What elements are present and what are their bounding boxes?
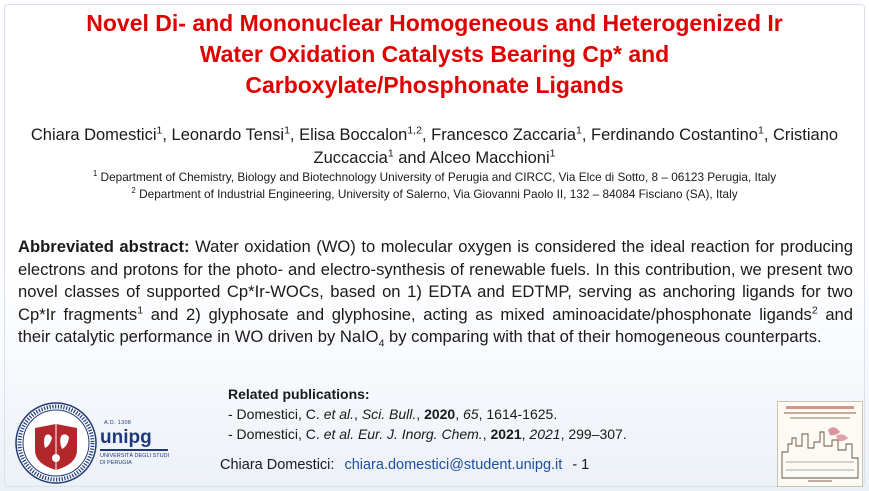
author-name: Elisa Boccalon — [299, 126, 408, 144]
author-name: Leonardo Tensi — [171, 126, 285, 144]
unipg-logo — [100, 420, 175, 480]
slide-title — [20, 8, 849, 101]
author-name: Chiara Domestici — [30, 126, 157, 144]
reference-sup: 1 — [137, 303, 144, 316]
abstract-heading: Abbreviated abstract: — [18, 237, 190, 256]
unipg-divider — [100, 449, 168, 451]
abstract — [18, 236, 853, 349]
footer-email-link[interactable]: chiara.domestici@student.unipg.it — [344, 457, 563, 473]
slide-footer — [220, 457, 589, 473]
author-affil-sup: 1 — [284, 124, 290, 137]
abstract-text: by comparing with that of their homogeneous counterparts. — [384, 327, 822, 346]
author-name: Alceo Macchioni — [429, 149, 550, 167]
publication-journal: Sci. Bull. — [361, 406, 417, 422]
author-name: Cristiano Zuccaccia — [313, 126, 839, 167]
author-affil-sup: 1 — [156, 124, 163, 137]
reference-sup: 2 — [811, 303, 818, 316]
affiliation-sup: 2 — [131, 186, 136, 196]
publication-sep: , — [354, 406, 362, 422]
author-affil-sup: 1 — [387, 147, 394, 160]
conference-logo — [777, 401, 863, 487]
footer-name: Chiara Domestici: — [220, 457, 335, 473]
publication-authors: - Domestici, C. — [228, 426, 324, 442]
publication-authors: - Domestici, C. — [228, 406, 324, 422]
publications-heading: Related publications: — [228, 386, 370, 402]
author-affil-sup: 1 — [549, 147, 556, 160]
publication-year: 2020 — [424, 406, 456, 422]
author-and: and — [398, 149, 426, 167]
unipg-subtitle-1: UNIVERSITÀ DEGLI STUDI — [100, 453, 170, 459]
author-affil-sup: 1,2 — [407, 124, 422, 137]
author-list: Chiara Domestici$^1$, Leonardo Tensi$^1$, Elisa Boccalon$^{1,2}$, Francesco Zaccaria$^1$, Ferdinando Costantino$^1$, Cristiano Zuccaccia$^1$ and Alceo Macchioni$^1$ — [30, 124, 839, 167]
publication-item — [228, 404, 728, 424]
unipg-wordmark: unipg — [100, 427, 152, 448]
publication-year: 2021 — [490, 426, 522, 442]
page-number: - 1 — [572, 457, 590, 473]
affiliation-sup: 1 — [92, 169, 98, 179]
unipg-founding-year: A.D. 1308 — [104, 420, 132, 426]
publication-journal: Eur. J. Inorg. Chem. — [357, 426, 483, 442]
publication-sep: , — [482, 426, 491, 442]
abstract-text: and their catalytic performance in WO driven by NaIO — [18, 304, 854, 346]
author-name: Ferdinando Costantino — [591, 126, 758, 144]
author-name: Francesco Zaccaria — [431, 126, 576, 144]
title-line-1: Novel Di- and Mononuclear Homogeneous and Heterogenized Ir — [86, 10, 783, 36]
publication-pages: , 299–307. — [560, 426, 627, 442]
publication-sep: , — [455, 406, 464, 422]
publication-volume: 2021 — [529, 426, 561, 442]
unipg-subtitle-2: DI PERUGIA — [100, 460, 132, 466]
affiliation-2 — [20, 187, 849, 202]
author-affil-sup: 1 — [576, 124, 582, 137]
publication-etal: et al. — [323, 426, 355, 442]
title-line-3: Carboxylate/Phosphonate Ligands — [245, 72, 624, 98]
university-seal-logo — [15, 402, 97, 484]
formula-subscript: 4 — [378, 337, 385, 350]
abstract-text: Water oxidation (WO) to molecular oxygen is considered the ideal reaction for producing electrons and protons for the photo- and electro-synthesis of renewable fuels. In this contribution, we present two novel classes of supported Cp*Ir-WOCs, based on 1) EDTA and EDTMP, serving as anchoring ligands for two Cp*Ir fragments — [18, 237, 853, 324]
related-publications — [228, 384, 728, 444]
publication-item — [228, 424, 728, 444]
affiliation-text: Department of Industrial Engineering, University of Salerno, Via Giovanni Paolo II, 132 – 84084 Fisciano (SA), Italy — [139, 187, 738, 201]
publication-volume: 65 — [463, 406, 479, 422]
publication-etal: et al. — [323, 406, 355, 422]
abstract-text: and 2) glyphosate and glyphosine, acting as mixed aminoacidate/phosphonate ligands — [143, 304, 812, 324]
author-affil-sup: 1 — [757, 124, 764, 137]
title-line-2: Water Oxidation Catalysts Bearing Cp* and — [199, 41, 670, 67]
publication-sep: , — [416, 406, 425, 422]
affiliation-text: Department of Chemistry, Biology and Biotechnology University of Perugia and CIRCC, Via Elce di Sotto, 8 – 06123 Perugia, Italy — [100, 170, 777, 184]
publication-sep: , — [521, 426, 530, 442]
publication-pages: , 1614-1625. — [478, 406, 558, 422]
affiliation-1 — [20, 170, 849, 185]
